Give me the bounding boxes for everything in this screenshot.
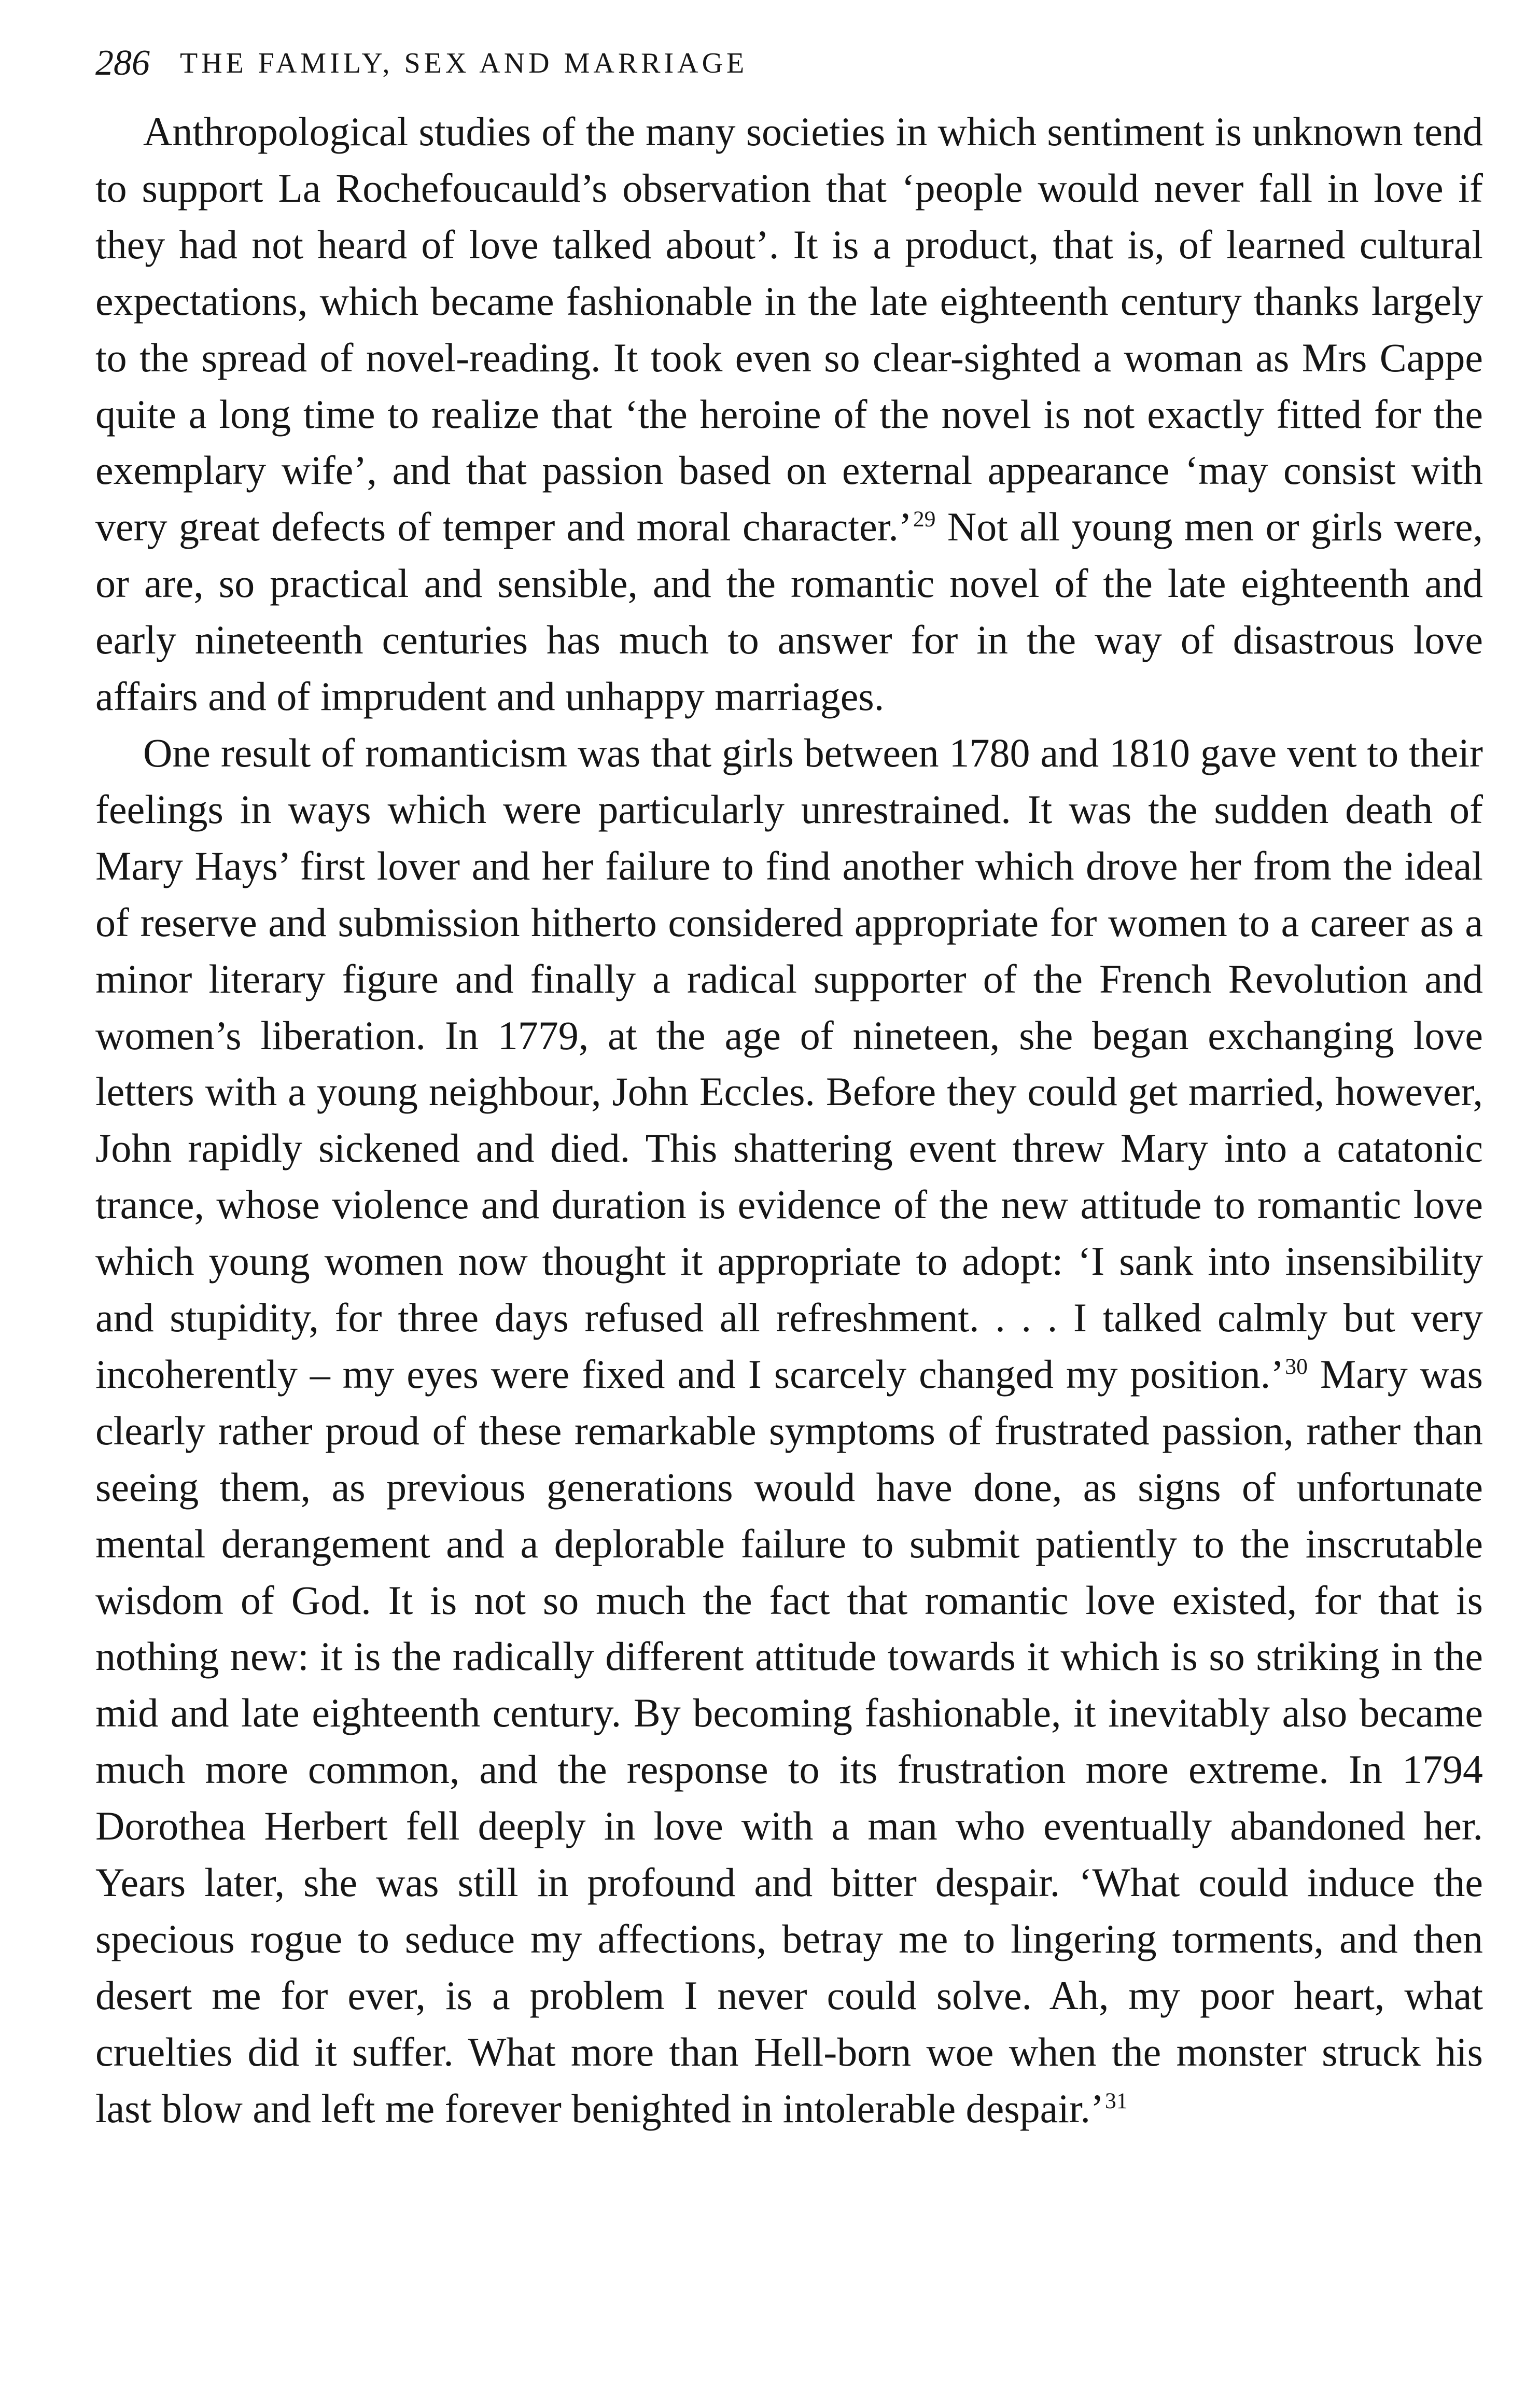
footnote-ref-29: 29 [913, 507, 936, 532]
body-text [95, 104, 1483, 2137]
footnote-ref-31: 31 [1105, 2088, 1128, 2113]
paragraph-1-text-1: Anthropological studies of the many societies in which sentiment is unknown tend to support La Rochefoucauld’s observation that ‘people would never fall in love if they had not heard of love talked about’. It is a product, that is, of learned cultural expectations, which became fashionable in the late eighteenth century thanks largely to the spread of novel-reading. It took even so clear-sighted a woman as Mrs Cappe quite a long time to realize that ‘the heroine of the novel is not exactly fitted for the exemplary wife’, and that passion based on external appearance ‘may consist with very great defects of temper and moral character.’ [95, 109, 1483, 550]
book-page [95, 37, 1483, 2137]
running-title: THE FAMILY, SEX AND MARRIAGE [180, 47, 748, 79]
paragraph-1-text-2: Not all young men or girls were, or are, so practical and sensible, and the romantic novel of the late eighteenth and early nineteenth centuries has much to answer for in the way of disastrous love affairs and of imprudent and unhappy marriages. [95, 504, 1483, 719]
paragraph-1 [95, 104, 1483, 725]
paragraph-2-text-1: One result of romanticism was that girls between 1780 and 1810 gave vent to their feelings in ways which were particularly unrestrained. It was the sudden death of Mary Hays’ first lover and her failure to find another which drove her from the ideal of reserve and submission hitherto considered appropriate for women to a career as a minor literary figure and finally a radical supporter of the French Revolution and women’s liberation. In 1779, at the age of nineteen, she began exchanging love letters with a young neighbour, John Eccles. Before they could get married, however, John rapidly sickened and died. This shattering event threw Mary into a catatonic trance, whose violence and duration is evidence of the new attitude to romantic love which young women now thought it appropriate to adopt: ‘I sank into insensibility and stupidity, for three days refused all refreshment. . . . I talked calmly but very incoherently – my eyes were fixed and I scarcely changed my position.’ [95, 730, 1483, 1397]
running-head [95, 37, 1483, 89]
paragraph-2-text-2: Mary was clearly rather proud of these remarkable symptoms of frustrated passion, rather than seeing them, as previous generations would have done, as signs of unfortunate mental derangement and a deplorable failure to submit patiently to the inscrutable wisdom of God. It is not so much the fact that romantic love existed, for that is nothing new: it is the radically different attitude towards it which is so striking in the mid and late eighteenth century. By becoming fashionable, it inevitably also became much more common, and the response to its frustration more extreme. In 1794 Dorothea Herbert fell deeply in love with a man who eventually abandoned her. Years later, she was still in profound and bitter despair. ‘What could induce the specious rogue to seduce my affections, betray me to lingering torments, and then desert me for ever, is a problem I never could solve. Ah, my poor heart, what cruelties did it suffer. What more than Hell-born woe when the monster struck his last blow and left me forever benighted in intolerable despair.’ [95, 1351, 1483, 2131]
page-number: 286 [95, 43, 150, 83]
paragraph-2 [95, 725, 1483, 2137]
footnote-ref-30: 30 [1285, 1354, 1308, 1379]
